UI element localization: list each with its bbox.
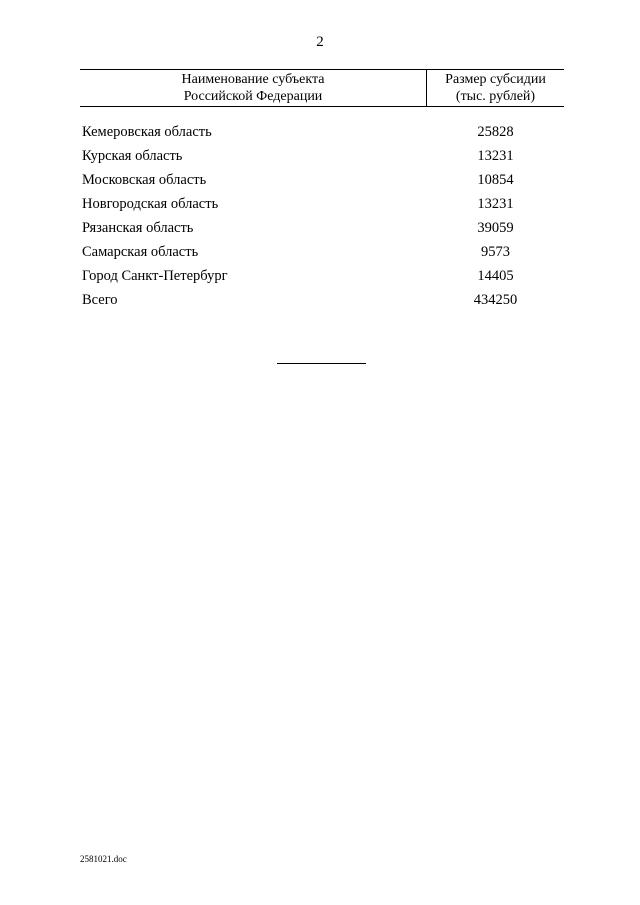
table-row-total (80, 288, 564, 312)
subsidy-amount: 9573 (481, 244, 510, 260)
region-name: Самарская область (82, 244, 199, 260)
region-name: Московская область (82, 172, 207, 188)
table-row (80, 264, 564, 288)
table-body (80, 120, 564, 312)
table-row (80, 192, 564, 216)
region-name: Курская область (82, 148, 183, 164)
header-region-name-line1: Наименование субъекта (181, 72, 325, 87)
subsidy-amount: 39059 (477, 220, 514, 236)
table-row (80, 120, 564, 144)
header-subsidy-amount-line1: Размер субсидии (445, 72, 546, 87)
end-of-document-rule (277, 363, 366, 364)
region-name: Кемеровская область (82, 124, 212, 140)
header-region-name (80, 71, 426, 105)
region-name: Город Санкт-Петербург (82, 268, 228, 284)
table-row (80, 168, 564, 192)
region-name: Рязанская область (82, 220, 194, 236)
table-header (80, 69, 564, 107)
subsidy-amount: 13231 (477, 196, 514, 212)
subsidy-amount: 10854 (477, 172, 514, 188)
header-subsidy-amount (427, 71, 564, 105)
subsidy-amount: 14405 (477, 268, 514, 284)
header-region-name-line2: Российской Федерации (183, 89, 323, 104)
total-amount: 434250 (473, 292, 518, 308)
table-row (80, 144, 564, 168)
table-row (80, 216, 564, 240)
page-number: 2 (316, 34, 324, 50)
table-row (80, 240, 564, 264)
total-label: Всего (82, 292, 118, 308)
subsidy-table (80, 69, 564, 308)
subsidy-amount: 25828 (477, 124, 514, 140)
document-code: 2581021.doc (80, 854, 127, 864)
header-subsidy-amount-line2: (тыс. рублей) (455, 89, 536, 104)
region-name: Новгородская область (82, 196, 219, 212)
subsidy-amount: 13231 (477, 148, 514, 164)
